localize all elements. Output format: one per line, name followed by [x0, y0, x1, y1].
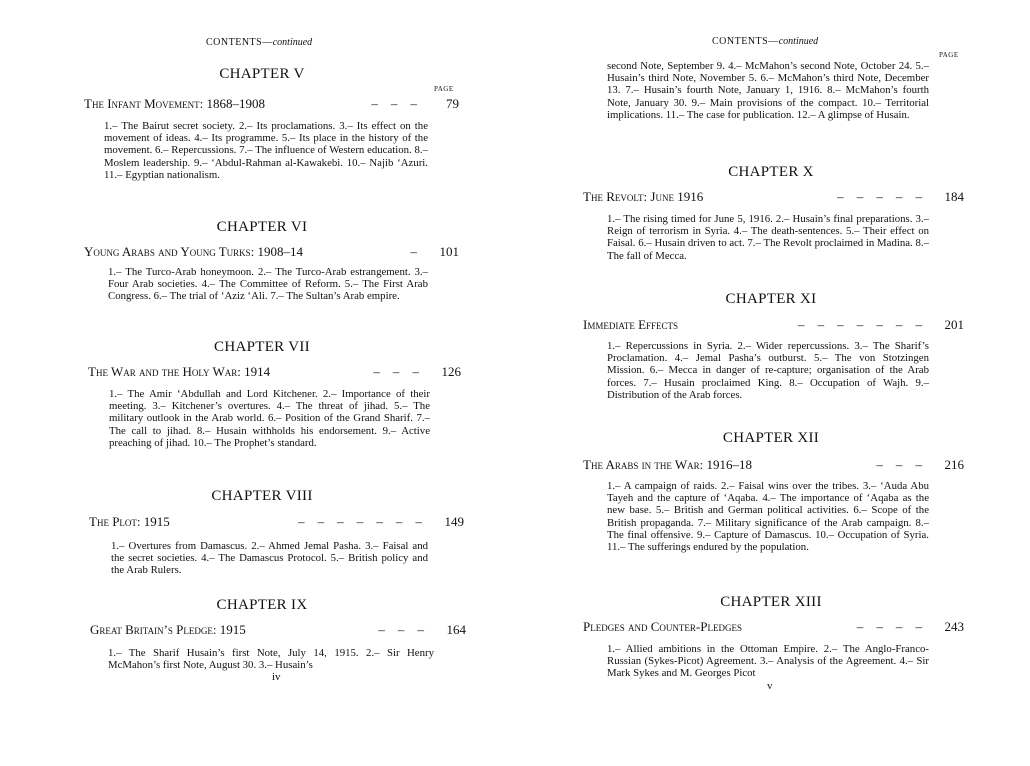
- chapter-summary: 1.– Repercussions in Syria. 2.– Wider repercussions. 3.– The Sharif’s Proclamation. 4.– Jemal Pasha’s outburst. 5.– The von Stotzingen Mission. 6.– Mecca in danger of re-capture; organisation of the Arab forces. 7.– Husain proclaimed King. 8.– Occupation of Wajh. 9.– Distribution of the Arab forces.: [607, 340, 929, 401]
- chapter-title: The Infant Movement: 1868–1908: [84, 96, 266, 111]
- chapter-title-row: [90, 622, 466, 638]
- chapter-page-number: 101: [439, 244, 459, 259]
- chapter-heading: CHAPTER XII: [722, 430, 820, 446]
- leader-dashes: – – – – –: [837, 189, 928, 204]
- chapter-heading: CHAPTER XIII: [720, 594, 822, 610]
- chapter-title-row: [88, 364, 461, 380]
- chapter-title: Young Arabs and Young Turks: 1908–14: [84, 244, 304, 259]
- chapter-heading: CHAPTER IX: [216, 597, 308, 613]
- chapter-title: Pledges and Counter-Pledges: [583, 619, 742, 634]
- chapter-title: Great Britain’s Pledge: 1915: [90, 622, 246, 637]
- chapter-summary: 1.– Overtures from Damascus. 2.– Ahmed Jemal Pasha. 3.– Faisal and the secret societies. 4.– The Damascus Protocol. 5.– British policy and the Arab Rulers.: [111, 540, 428, 577]
- page-column-label: PAGE: [434, 85, 454, 93]
- chapter-title: The War and the Holy War: 1914: [88, 364, 271, 379]
- chapter-heading: CHAPTER V: [219, 66, 305, 82]
- chapter-heading: CHAPTER VIII: [211, 488, 313, 504]
- chapter-summary: 1.– A campaign of raids. 2.– Faisal wins over the tribes. 3.– ‘Auda Abu Tayeh and the capture of ‘Aqaba. 4.– The importance of ‘Aqaba as the new base. 5.– British and German political activities. 6.– Scope of the British propaganda. 7.– Military significance of the Arab campaign. 8.– The final offensive. 9.– Capture of Damascus. 10.– Occupation of Syria. 11.– The sufferings endured by the population.: [607, 480, 929, 554]
- chapter-summary: 1.– The Sharif Husain’s first Note, July 14, 1915. 2.– Sir Henry McMahon’s first Note, August 30. 3.– Husain’s: [108, 647, 434, 672]
- chapter-summary: 1.– The Turco-Arab honeymoon. 2.– The Turco-Arab estrangement. 3.– Four Arab societies. 4.– The Committee of Reform. 5.– The First Arab Congress. 6.– The trial of ‘Aziz ‘Ali. 7.– The Sultan’s Arab empire.: [108, 266, 428, 303]
- chapter-page-number: 149: [444, 514, 464, 529]
- chapter-page-number: 79: [446, 96, 459, 111]
- page-folio: v: [767, 680, 773, 692]
- chapter-title-row: [583, 619, 964, 635]
- chapter-title-row: [84, 96, 459, 112]
- leader-dashes: – – –: [371, 96, 423, 111]
- leader-dashes: – – – – – – –: [797, 317, 928, 332]
- chapter-summary: 1.– The Bairut secret society. 2.– Its proclamations. 3.– Its effect on the movement of ideas. 4.– Its programme. 5.– Its place in the history of the movement. 6.– Repercussions. 7.– The influence of Western education. 8.– Moslem leadership. 9.– ‘Abdul-Rahman al-Kawakebi. 10.– Najib ‘Azuri. 11.– Egyptian nationalism.: [104, 120, 428, 181]
- leader-dashes: – – – – – – –: [297, 514, 428, 529]
- chapter-title: Immediate Effects: [583, 317, 679, 332]
- page-column-label: PAGE: [939, 51, 959, 59]
- running-head: [206, 37, 312, 48]
- chapter-summary: 1.– The rising timed for June 5, 1916. 2.– Husain’s final preparations. 3.– Reign of terrorism in Syria. 4.– The death-sentences. 5.– Their effect on Faisal. 6.– Husain driven to act. 7.– The Revolt proclaimed in Madina. 8.– The fall of Mecca.: [607, 213, 929, 262]
- leader-dashes: – – –: [373, 364, 425, 379]
- chapter-page-number: 216: [944, 457, 964, 472]
- chapter-title: The Plot: 1915: [89, 514, 170, 529]
- chapter-page-number: 201: [944, 317, 964, 332]
- chapter-heading: CHAPTER VI: [216, 219, 308, 235]
- right-page: [515, 0, 1030, 766]
- chapter-page-number: 164: [446, 622, 466, 637]
- chapter-title-row: [583, 457, 964, 473]
- running-head: [712, 36, 818, 47]
- chapter-summary: 1.– The Amir ‘Abdullah and Lord Kitchener. 2.– Importance of their meeting. 3.– Kitchener’s overtures. 4.– The threat of jihad. 5.– The military outlook in the Arab world. 6.– Position of the Grand Sharif. 7.– The call to jihad. 8.– Husain withholds his endorsement. 9.– Active preaching of jihad. 10.– The Prophet’s standard.: [109, 388, 430, 449]
- chapter-title: The Arabs in the War: 1916–18: [583, 457, 753, 472]
- chapter-page-number: 126: [441, 364, 461, 379]
- running-head-main: CONTENTS—: [206, 37, 273, 48]
- running-head-main: CONTENTS—: [712, 36, 779, 47]
- chapter-heading: CHAPTER VII: [214, 339, 310, 355]
- chapter-page-number: 243: [944, 619, 964, 634]
- running-head-italic: continued: [778, 36, 819, 47]
- running-head-italic: continued: [272, 37, 313, 48]
- chapter-title-row: [89, 514, 464, 530]
- chapter-title: The Revolt: June 1916: [583, 189, 704, 204]
- chapter-summary-continuation: second Note, September 9. 4.– McMahon’s second Note, October 24. 5.– Husain’s third Note, November 5. 6.– McMahon’s third Note, December 13. 7.– Husain’s fourth Note, January 1, 1916. 8.– McMahon’s fourth Note, January 30. 9.– Main provisions of the compact. 10.– Territorial implications. 11.– The case for publication. 12.– A glimpse of Husain.: [607, 60, 929, 121]
- chapter-title-row: [84, 244, 459, 260]
- chapter-page-number: 184: [944, 189, 964, 204]
- leader-dashes: – – – –: [856, 619, 928, 634]
- leader-dashes: –: [410, 244, 423, 259]
- leader-dashes: – – –: [876, 457, 928, 472]
- chapter-heading: CHAPTER XI: [725, 291, 817, 307]
- page-folio: iv: [272, 671, 281, 683]
- chapter-title-row: [583, 189, 964, 205]
- chapter-summary: 1.– Allied ambitions in the Ottoman Empire. 2.– The Anglo-Franco-Russian (Sykes-Picot) Agreement. 3.– Analysis of the Agreement. 4.– Sir Mark Sykes and M. Georges Picot: [607, 643, 929, 680]
- leader-dashes: – – –: [378, 622, 430, 637]
- chapter-title-row: [583, 317, 964, 333]
- chapter-heading: CHAPTER X: [728, 164, 814, 180]
